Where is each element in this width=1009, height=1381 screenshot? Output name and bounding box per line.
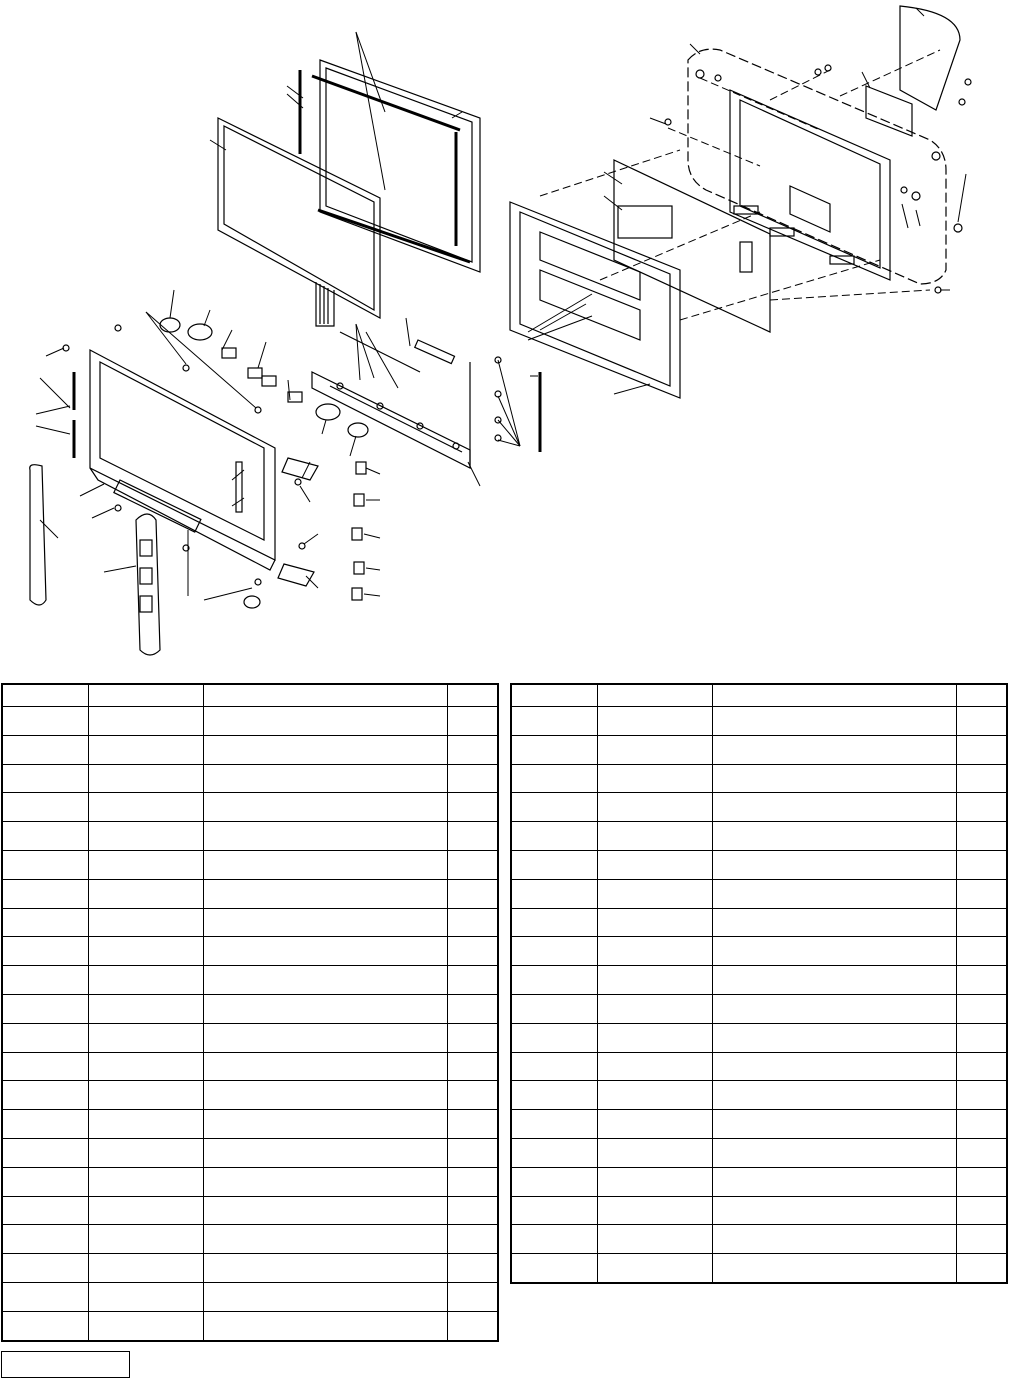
table-row — [511, 1138, 1007, 1167]
table-cell — [448, 793, 498, 822]
table-row — [511, 1196, 1007, 1225]
table-cell — [598, 1023, 713, 1052]
table-cell — [448, 966, 498, 995]
table-cell — [511, 1081, 598, 1110]
table-cell — [89, 1052, 204, 1081]
table-cell — [713, 1254, 957, 1283]
table-cell — [957, 1023, 1007, 1052]
table-cell — [511, 1110, 598, 1139]
table-cell — [598, 966, 713, 995]
table-cell — [448, 1023, 498, 1052]
table-cell — [2, 908, 89, 937]
table-cell — [89, 1110, 204, 1139]
header-cell — [204, 684, 448, 707]
table-row — [2, 850, 498, 879]
table-cell — [2, 850, 89, 879]
table-row — [2, 994, 498, 1023]
table-cell — [89, 966, 204, 995]
table-cell — [2, 764, 89, 793]
table-cell — [957, 1110, 1007, 1139]
table-cell — [2, 1138, 89, 1167]
table-row — [2, 1254, 498, 1283]
table-cell — [89, 1311, 204, 1340]
table-cell — [598, 1254, 713, 1283]
table-cell — [89, 707, 204, 736]
table-cell — [204, 764, 448, 793]
table-cell — [713, 1052, 957, 1081]
table-cell — [713, 879, 957, 908]
table-cell — [2, 1196, 89, 1225]
table-cell — [598, 793, 713, 822]
table-cell — [957, 937, 1007, 966]
table-cell — [2, 1282, 89, 1311]
table-row — [2, 1167, 498, 1196]
table-row — [2, 707, 498, 736]
table-cell — [89, 1282, 204, 1311]
table-cell — [511, 879, 598, 908]
screws — [495, 65, 971, 441]
table-cell — [448, 994, 498, 1023]
table-cell — [713, 1225, 957, 1254]
table-cell — [448, 707, 498, 736]
table-cell — [598, 1196, 713, 1225]
table-cell — [89, 908, 204, 937]
table-cell — [713, 735, 957, 764]
table-cell — [448, 879, 498, 908]
table-cell — [448, 1311, 498, 1340]
table-cell — [957, 707, 1007, 736]
table-cell — [511, 908, 598, 937]
table-cell — [511, 793, 598, 822]
table-cell — [2, 707, 89, 736]
table-cell — [713, 1138, 957, 1167]
table-cell — [89, 1196, 204, 1225]
table-cell — [511, 850, 598, 879]
table-cell — [713, 1081, 957, 1110]
table-cell — [204, 822, 448, 851]
table-cell — [957, 1138, 1007, 1167]
table-cell — [598, 1167, 713, 1196]
table-row — [511, 1023, 1007, 1052]
table-cell — [204, 850, 448, 879]
table-row — [2, 793, 498, 822]
table-cell — [598, 1225, 713, 1254]
table-cell — [448, 908, 498, 937]
table-cell — [204, 1311, 448, 1340]
leader-lines — [36, 8, 966, 600]
table-cell — [89, 1081, 204, 1110]
table-cell — [204, 1081, 448, 1110]
table-row — [511, 735, 1007, 764]
table-cell — [511, 822, 598, 851]
table-cell — [448, 1052, 498, 1081]
table-cell — [448, 1081, 498, 1110]
table-cell — [204, 1196, 448, 1225]
table-cell — [713, 966, 957, 995]
table-row — [2, 908, 498, 937]
table-row — [511, 764, 1007, 793]
table-cell — [2, 879, 89, 908]
table-cell — [2, 1167, 89, 1196]
table-cell — [89, 822, 204, 851]
table-cell — [598, 822, 713, 851]
table-cell — [957, 764, 1007, 793]
header-cell — [448, 684, 498, 707]
table-cell — [2, 822, 89, 851]
table-cell — [598, 764, 713, 793]
table-cell — [204, 1110, 448, 1139]
table-cell — [448, 937, 498, 966]
table-cell — [89, 735, 204, 764]
table-cell — [2, 1110, 89, 1139]
table-row — [511, 1110, 1007, 1139]
table-row — [511, 822, 1007, 851]
table-cell — [204, 1225, 448, 1254]
table-cell — [89, 937, 204, 966]
table-cell — [511, 764, 598, 793]
table-cell — [2, 994, 89, 1023]
table-cell — [957, 1052, 1007, 1081]
table-cell — [957, 994, 1007, 1023]
table-cell — [2, 1225, 89, 1254]
table-cell — [713, 1167, 957, 1196]
table-header-row — [511, 684, 1007, 707]
table-cell — [89, 764, 204, 793]
table-row — [2, 1023, 498, 1052]
table-row — [2, 937, 498, 966]
table-cell — [511, 937, 598, 966]
table-cell — [89, 1254, 204, 1283]
table-row — [511, 850, 1007, 879]
table-cell — [2, 1052, 89, 1081]
table-cell — [89, 994, 204, 1023]
table-row — [2, 1081, 498, 1110]
table-cell — [204, 1254, 448, 1283]
table-cell — [204, 966, 448, 995]
table-cell — [598, 1138, 713, 1167]
table-cell — [448, 1138, 498, 1167]
table-cell — [957, 822, 1007, 851]
table-row — [511, 793, 1007, 822]
table-cell — [2, 1254, 89, 1283]
table-cell — [598, 850, 713, 879]
table-cell — [713, 1023, 957, 1052]
table-cell — [511, 1138, 598, 1167]
table-cell — [713, 994, 957, 1023]
table-cell — [598, 908, 713, 937]
table-cell — [598, 937, 713, 966]
table-row — [511, 1167, 1007, 1196]
rear-chassis — [688, 6, 960, 284]
table-cell — [89, 793, 204, 822]
table-header-row — [2, 684, 498, 707]
table-cell — [448, 1225, 498, 1254]
table-row — [2, 879, 498, 908]
table-row — [2, 764, 498, 793]
table-cell — [598, 707, 713, 736]
table-cell — [204, 994, 448, 1023]
table-cell — [598, 994, 713, 1023]
table-cell — [511, 1225, 598, 1254]
table-cell — [713, 822, 957, 851]
lcd-panel-assembly — [210, 32, 480, 326]
table-cell — [598, 1081, 713, 1110]
table-cell — [511, 1023, 598, 1052]
table-cell — [511, 1196, 598, 1225]
table-row — [511, 1225, 1007, 1254]
table-cell — [957, 793, 1007, 822]
table-cell — [511, 1052, 598, 1081]
table-cell — [204, 1138, 448, 1167]
table-cell — [2, 793, 89, 822]
table-cell — [957, 735, 1007, 764]
table-cell — [204, 1052, 448, 1081]
chassis-frame — [510, 202, 680, 398]
table-cell — [204, 1167, 448, 1196]
table-cell — [89, 1225, 204, 1254]
table-cell — [713, 793, 957, 822]
table-cell — [598, 1110, 713, 1139]
table-row — [511, 707, 1007, 736]
table-cell — [957, 966, 1007, 995]
table-row — [511, 966, 1007, 995]
table-cell — [204, 735, 448, 764]
table-cell — [511, 966, 598, 995]
table-cell — [204, 937, 448, 966]
table-cell — [204, 908, 448, 937]
table-cell — [448, 850, 498, 879]
table-cell — [2, 966, 89, 995]
table-row — [2, 1311, 498, 1340]
table-cell — [598, 879, 713, 908]
header-cell — [957, 684, 1007, 707]
table-cell — [957, 850, 1007, 879]
table-cell — [2, 1023, 89, 1052]
table-cell — [713, 707, 957, 736]
table-cell — [2, 735, 89, 764]
table-cell — [448, 1167, 498, 1196]
table-row — [2, 1110, 498, 1139]
table-cell — [89, 1167, 204, 1196]
table-cell — [448, 822, 498, 851]
table-cell — [957, 1081, 1007, 1110]
table-row — [511, 1081, 1007, 1110]
table-row — [2, 1196, 498, 1225]
table-cell — [204, 1023, 448, 1052]
table-row — [2, 735, 498, 764]
table-cell — [204, 707, 448, 736]
front-bezel — [63, 325, 305, 585]
parts-list-table-left — [1, 683, 499, 1342]
table-cell — [511, 1254, 598, 1283]
table-cell — [957, 879, 1007, 908]
table-cell — [957, 1196, 1007, 1225]
table-cell — [957, 1167, 1007, 1196]
table-cell — [957, 1254, 1007, 1283]
table-row — [511, 1052, 1007, 1081]
table-row — [2, 1138, 498, 1167]
table-cell — [204, 793, 448, 822]
table-row — [2, 1225, 498, 1254]
note-box — [1, 1351, 130, 1378]
main-pcb — [614, 160, 770, 332]
table-cell — [89, 1023, 204, 1052]
table-cell — [713, 1110, 957, 1139]
table-cell — [511, 707, 598, 736]
table-row — [511, 879, 1007, 908]
switch-pcb — [312, 332, 540, 468]
table-cell — [713, 908, 957, 937]
table-row — [2, 1052, 498, 1081]
table-cell — [957, 908, 1007, 937]
table-cell — [448, 735, 498, 764]
table-row — [511, 937, 1007, 966]
table-cell — [511, 1167, 598, 1196]
header-cell — [511, 684, 598, 707]
table-row — [511, 908, 1007, 937]
table-row — [2, 966, 498, 995]
table-cell — [89, 879, 204, 908]
table-cell — [2, 937, 89, 966]
table-cell — [448, 1196, 498, 1225]
table-cell — [2, 1311, 89, 1340]
table-cell — [448, 1254, 498, 1283]
table-cell — [957, 1225, 1007, 1254]
table-cell — [89, 1138, 204, 1167]
table-cell — [204, 1282, 448, 1311]
table-row — [511, 994, 1007, 1023]
table-cell — [511, 994, 598, 1023]
table-row — [2, 1282, 498, 1311]
table-row — [511, 1254, 1007, 1283]
table-row — [2, 822, 498, 851]
table-cell — [2, 1081, 89, 1110]
exploded-view-diagram — [0, 0, 1009, 660]
table-cell — [713, 764, 957, 793]
header-cell — [89, 684, 204, 707]
header-cell — [598, 684, 713, 707]
header-cell — [713, 684, 957, 707]
table-cell — [448, 1110, 498, 1139]
parts-list-table-right — [510, 683, 1008, 1284]
table-cell — [598, 735, 713, 764]
table-cell — [511, 735, 598, 764]
table-cell — [89, 850, 204, 879]
table-cell — [448, 1282, 498, 1311]
table-cell — [204, 879, 448, 908]
table-cell — [713, 1196, 957, 1225]
table-cell — [598, 1052, 713, 1081]
table-cell — [713, 850, 957, 879]
table-cell — [713, 937, 957, 966]
header-cell — [2, 684, 89, 707]
table-cell — [448, 764, 498, 793]
